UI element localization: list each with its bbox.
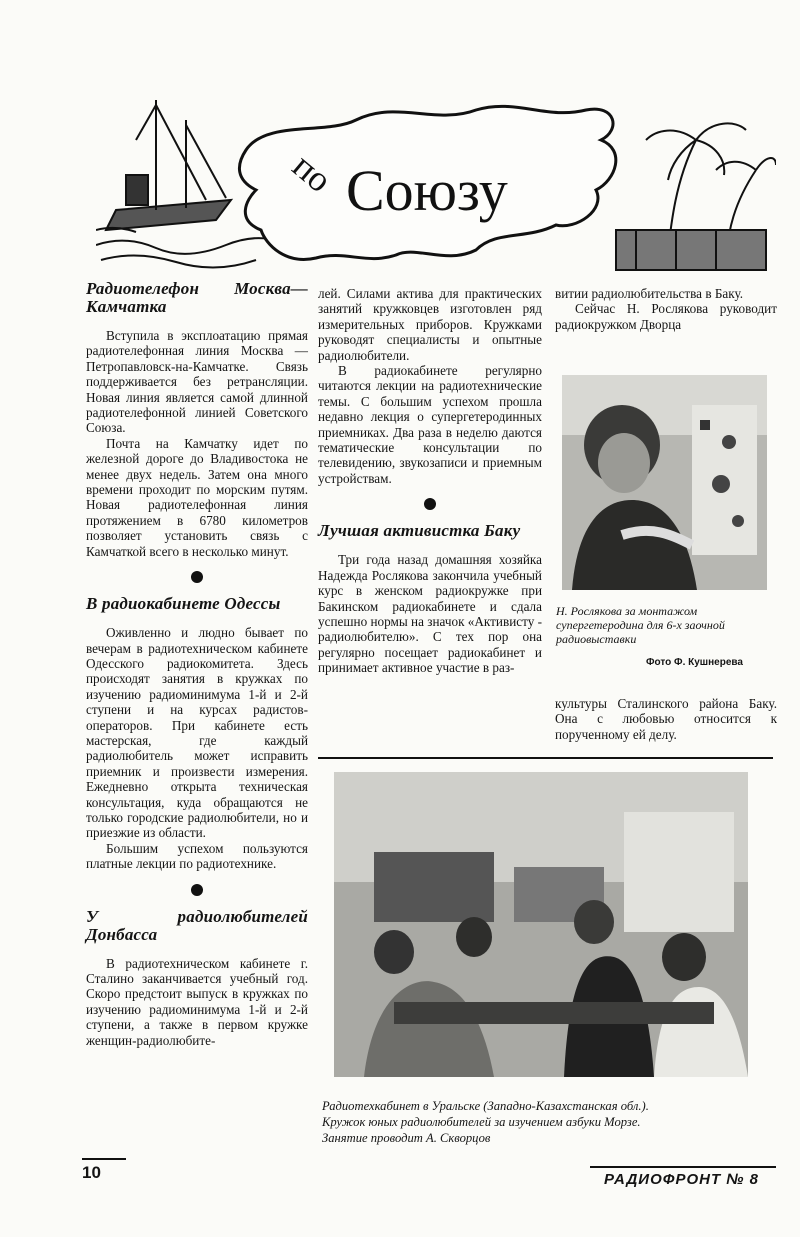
- section-divider-dot: [424, 498, 436, 510]
- baku-paragraph-3: Сейчас Н. Рослякова руководит радиокружком Дворца: [555, 301, 777, 332]
- column-right-bottom: [555, 696, 777, 742]
- photo-roslyakova-image: [562, 375, 767, 590]
- column-middle: [318, 286, 542, 676]
- baku-paragraph-4: культуры Сталинского района Баку. Она с любовью относится к порученному ей делу.: [555, 696, 777, 742]
- kamchatka-paragraph-2: Почта на Камчатку идет по железной дороге до Владивостока не менее двух недель. Затем она много времени проходит по морским путям. Новая радиотелефонная линия протяжением в 6780 километров позволяет установить связь с Камчаткой всего в несколько минут.: [86, 435, 308, 559]
- donbass-paragraph-3: В радиокабинете регулярно читаются лекции на радиотехнические темы. С большим успехом прошла недавно лекция о супергетеродинных приемниках. Два раза в неделю даются тематические консультации по телевидению, звукозаписи и приемным устройствам.: [318, 363, 542, 486]
- photo-uralsk-caption: [322, 1098, 782, 1146]
- journal-name: РАДИОФРОНТ № 8: [604, 1171, 759, 1188]
- section-title-donbass: У радиолюбителей Донбасса: [86, 906, 308, 944]
- photo-uralsk-classroom: [334, 772, 748, 1077]
- photo-uralsk-caption-line-1: Радиотехкабинет в Уральске (Западно-Казахстанская обл.).: [322, 1099, 649, 1113]
- column-left: [86, 272, 308, 1048]
- ussr-map-illustration: [96, 80, 776, 275]
- photo-roslyakova-caption: Н. Рослякова за монтажом супергетеродина для 6-х заочной радиовыставки: [556, 604, 725, 646]
- horizontal-rule: [318, 757, 773, 759]
- section-divider-dot: [191, 571, 203, 583]
- baku-paragraph-1: Три года назад домашняя хозяйка Надежда Рослякова закончила учебный курс в женском радиокружке при Бакинском радиокабинете и сдала успешно нормы на значок «Активисту - радиолюбителю». С тех пор она регулярно посещает радиокабинет и принимает активное участие в раз-: [318, 552, 542, 676]
- section-title-kamchatka: Радиотелефон Москва—Камчатка: [86, 279, 308, 316]
- header-title-small: по: [285, 145, 340, 201]
- footer-rule-left: [82, 1158, 126, 1160]
- baku-paragraph-2: витии радиолюбительства в Баку.: [555, 286, 744, 301]
- odessa-paragraph-1: Оживленно и людно бывает по вечерам в радиотехническом кабинете Одесского радиокомитета. Здесь происходят занятия в кружках по изучению радиоминимума 1-й и 2-й ступени и на курсах радистов-операторов. При кабинете есть мастерская, где каждый радиолюбитель может исправить приемник и произвести измерения. Ежедневно открыта техническая консультация, куда обращаются не только городские радиолюбители, но и приезжие из области.: [86, 625, 308, 841]
- photo-uralsk-caption-line-2: Кружок юных радиолюбителей за изучением азбуки Морзе.: [322, 1115, 641, 1129]
- donbass-paragraph-1: В радиотехническом кабинете г. Сталино заканчивается учебный год. Скоро предстоит выпуск в кружках по изучению радиоминимума 1-й и 2-й ступени, а также в первом кружке женщин-радиолюбите-: [86, 955, 308, 1048]
- photo-roslyakova: [562, 375, 767, 590]
- header-illustration: [96, 80, 776, 275]
- donbass-paragraph-2: лей. Силами актива для практических занятий кружковцев изготовлен ряд измерительных приборов. Кружками руководят специалисты и опытные радиолюбители.: [318, 286, 542, 363]
- kamchatka-paragraph-1: Вступила в эксплоатацию прямая радиотелефонная линия Москва — Петропавловск-на-Камчатке. Связь поддерживается без ретрансляции. Новая линия является самой длинной радиотелефонной линией Советского Союза.: [86, 328, 308, 436]
- header-title-large: Союзу: [346, 158, 508, 223]
- section-title-odessa: В радиокабинете Одессы: [86, 594, 281, 614]
- page-number: 10: [82, 1163, 101, 1182]
- section-divider-dot: [191, 884, 203, 896]
- photo-uralsk-image: [334, 772, 748, 1077]
- palm-trees-drawing: [616, 123, 776, 270]
- photo-uralsk-caption-line-3: Занятие проводит А. Скворцов: [322, 1131, 491, 1145]
- photo-roslyakova-credit: Фото Ф. Кушнерева: [646, 657, 743, 668]
- column-right-top: [555, 286, 777, 332]
- section-title-baku: Лучшая активистка Баку: [318, 521, 521, 541]
- odessa-paragraph-2: Большим успехом пользуются платные лекции по радиотехнике.: [86, 840, 308, 872]
- footer-rule-right: [590, 1166, 776, 1168]
